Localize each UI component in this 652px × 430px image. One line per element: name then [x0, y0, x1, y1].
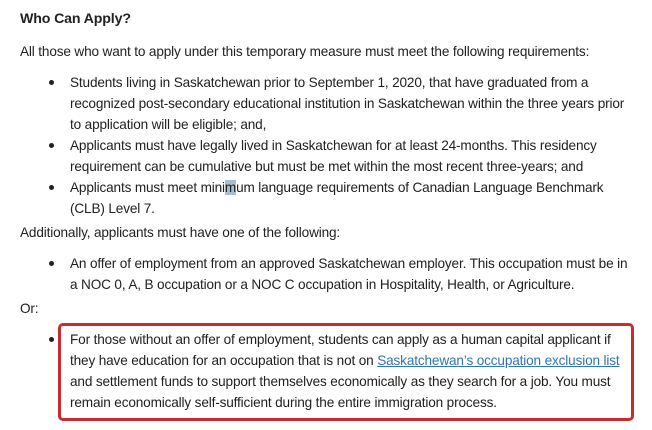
- selection-highlight: m: [224, 180, 237, 195]
- boxed-text-after-link: and settlement funds to support themselves economically as they search for a job. You must remain economically self-sufficient during the entire immigration process.: [70, 374, 611, 410]
- requirements-list: [20, 72, 634, 219]
- employment-offer-text: An offer of employment from an approved Saskatchewan employer. This occupation must be in a NOC 0, A, B occupation or a NOC C occupation in Hospitality, Health, or Agriculture.: [70, 256, 628, 292]
- requirement-text-suffix: um language requirements of Canadian Language Benchmark (CLB) Level 7.: [70, 180, 604, 216]
- requirement-text-prefix: Applicants must meet mini: [70, 180, 225, 195]
- requirement-text: Applicants must have legally lived in Saskatchewan for at least 24-months. This residency requirement can be cumulative but must be met within the most recent three-years; and: [70, 138, 597, 174]
- highlighted-requirement-row: [20, 323, 634, 421]
- employment-options-list: [20, 253, 634, 295]
- list-item: [20, 72, 634, 135]
- list-item: [20, 177, 634, 219]
- boxed-text-before-link: For those without an offer of employment, students can apply as a human capital applicant if they have education for an occupation that is not on: [70, 332, 611, 368]
- list-item: [20, 135, 634, 177]
- list-item: [20, 253, 634, 295]
- occupation-exclusion-list-link[interactable]: Saskatchewan’s occupation exclusion list: [377, 353, 620, 368]
- requirement-text: Students living in Saskatchewan prior to September 1, 2020, that have graduated from a recognized post-secondary educational institution in Saskatchewan within the three years prior to application will be eligible; and,: [70, 75, 625, 132]
- intro-paragraph: All those who want to apply under this temporary measure must meet the following requirements:: [20, 44, 590, 59]
- additionally-paragraph: Additionally, applicants must have one of the following:: [20, 225, 341, 240]
- or-label: Or:: [20, 301, 39, 316]
- page-title: Who Can Apply?: [20, 11, 131, 27]
- red-annotation-box: [58, 323, 634, 421]
